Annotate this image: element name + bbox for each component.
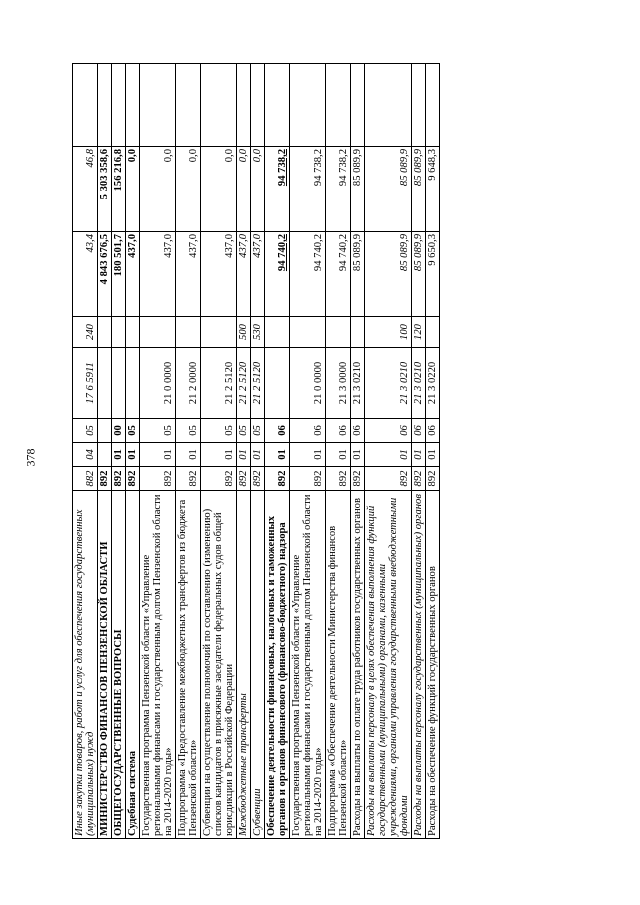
row-subsection: 05	[73, 419, 98, 443]
row-target-article: 21 3 0000	[326, 348, 351, 419]
row-value-3	[426, 64, 440, 147]
row-value-2: 0,0	[176, 147, 201, 232]
row-name: Расходы на обеспечение функций государственных органов	[426, 491, 440, 839]
row-expense-type	[290, 317, 326, 348]
row-section: 01	[265, 443, 290, 467]
table-row	[351, 64, 365, 839]
row-admin-code: 892	[251, 467, 265, 491]
row-name: Государственная программа Пензенской области «Управление региональными финансами и государственным долгом Пензенской области на 2014-2020 годы»	[140, 491, 176, 839]
row-value-2: 0,0	[251, 147, 265, 232]
row-expense-type	[176, 317, 201, 348]
row-subsection: 05	[237, 419, 251, 443]
table-row	[140, 64, 176, 839]
budget-table-body	[73, 64, 440, 839]
row-value-1: 437,0	[176, 232, 201, 317]
row-value-3	[351, 64, 365, 147]
row-admin-code: 892	[176, 467, 201, 491]
row-expense-type: 240	[73, 317, 98, 348]
row-subsection: 05	[140, 419, 176, 443]
row-value-3	[365, 64, 412, 147]
row-name: ОБЩЕГОСУДАРСТВЕННЫЕ ВОПРОСЫ	[112, 491, 126, 839]
row-subsection: 05	[251, 419, 265, 443]
row-admin-code: 892	[365, 467, 412, 491]
row-value-3	[251, 64, 265, 147]
row-expense-type	[98, 317, 112, 348]
row-target-article	[265, 348, 290, 419]
row-admin-code: 892	[290, 467, 326, 491]
row-target-article	[112, 348, 126, 419]
row-value-2: 0,0	[201, 147, 237, 232]
row-name: Подпрограмма «Предоставление межбюджетных трансфертов из бюджета Пензенской области»	[176, 491, 201, 839]
row-subsection: 06	[351, 419, 365, 443]
row-value-2: 0,0	[237, 147, 251, 232]
row-admin-code: 892	[351, 467, 365, 491]
row-name: Субвенции	[251, 491, 265, 839]
row-target-article	[126, 348, 140, 419]
row-section: 01	[176, 443, 201, 467]
row-value-1: 43,4	[73, 232, 98, 317]
row-admin-code: 892	[140, 467, 176, 491]
row-value-3	[237, 64, 251, 147]
row-subsection: 05	[176, 419, 201, 443]
table-row	[426, 64, 440, 839]
row-value-3	[290, 64, 326, 147]
row-value-2: 9 648,3	[426, 147, 440, 232]
row-admin-code: 892	[126, 467, 140, 491]
row-subsection: 00	[112, 419, 126, 443]
row-target-article: 21 2 0000	[176, 348, 201, 419]
row-admin-code: 892	[237, 467, 251, 491]
table-row	[365, 64, 412, 839]
row-value-3	[126, 64, 140, 147]
row-section: 04	[73, 443, 98, 467]
row-subsection: 06	[326, 419, 351, 443]
row-value-2: 156 216,8	[112, 147, 126, 232]
row-value-3	[265, 64, 290, 147]
row-target-article: 21 2 5120	[251, 348, 265, 419]
row-value-1: 85 089,9	[351, 232, 365, 317]
row-value-1: 437,0	[251, 232, 265, 317]
row-value-1: 437,0	[126, 232, 140, 317]
row-name: Субвенции на осуществление полномочий по составлению (изменению) списков кандидатов в присяжные заседатели федеральных судов общей юрисдикции в Российской Федерации	[201, 491, 237, 839]
row-value-3	[112, 64, 126, 147]
page-number: 378	[23, 448, 38, 467]
row-name: Межбюджетные трансферты	[237, 491, 251, 839]
row-name: Обеспечение деятельности финансовых, налоговых и таможенных органов и органов финансового (финансово-бюджетного) надзора	[265, 491, 290, 839]
row-target-article: 21 2 5120	[201, 348, 237, 419]
row-admin-code: 892	[265, 467, 290, 491]
row-value-2: 85 089,9	[365, 147, 412, 232]
row-value-1: 437,0	[237, 232, 251, 317]
row-value-1: 437,0	[201, 232, 237, 317]
row-value-2: 0,0	[140, 147, 176, 232]
row-expense-type	[112, 317, 126, 348]
row-section: 01	[126, 443, 140, 467]
row-section	[98, 443, 112, 467]
row-target-article: 17 6 5911	[73, 348, 98, 419]
row-subsection: 06	[365, 419, 412, 443]
row-section: 01	[290, 443, 326, 467]
row-name: Расходы на выплаты по оплате труда работников государственных органов	[351, 491, 365, 839]
table-row	[251, 64, 265, 839]
row-target-article: 21 2 5120	[237, 348, 251, 419]
row-value-1: 437,0	[140, 232, 176, 317]
table-row	[290, 64, 326, 839]
row-expense-type	[140, 317, 176, 348]
row-section: 01	[201, 443, 237, 467]
row-subsection: 06	[426, 419, 440, 443]
table-row	[126, 64, 140, 839]
row-expense-type	[201, 317, 237, 348]
row-name: Расходы на выплаты персоналу государственных (муниципальных) органов	[412, 491, 426, 839]
row-value-3	[98, 64, 112, 147]
row-target-article: 21 0 0000	[290, 348, 326, 419]
table-row	[112, 64, 126, 839]
table-row	[201, 64, 237, 839]
row-expense-type	[426, 317, 440, 348]
row-expense-type: 120	[412, 317, 426, 348]
row-expense-type: 530	[251, 317, 265, 348]
table-row	[73, 64, 98, 839]
row-target-article: 21 3 0210	[412, 348, 426, 419]
row-subsection: 06	[290, 419, 326, 443]
row-target-article: 21 0 0000	[140, 348, 176, 419]
row-value-2: 0,0	[126, 147, 140, 232]
row-value-2: 85 089,9	[412, 147, 426, 232]
row-admin-code: 882	[73, 467, 98, 491]
row-section: 01	[426, 443, 440, 467]
budget-table	[72, 63, 440, 839]
row-target-article	[98, 348, 112, 419]
row-name: Иные закупки товаров, работ и услуг для обеспечения государственных (муниципальных) нужд	[73, 491, 98, 839]
row-value-2: 94 738,2	[290, 147, 326, 232]
table-row	[265, 64, 290, 839]
row-expense-type	[326, 317, 351, 348]
row-value-1: 180 501,7	[112, 232, 126, 317]
row-expense-type: 100	[365, 317, 412, 348]
row-value-3	[176, 64, 201, 147]
row-admin-code: 892	[201, 467, 237, 491]
row-section: 01	[251, 443, 265, 467]
row-name: Государственная программа Пензенской области «Управление региональными финансами и государственным долгом Пензенской области на 2014-2020 годы»	[290, 491, 326, 839]
table-row	[176, 64, 201, 839]
row-section: 01	[237, 443, 251, 467]
row-section: 01	[326, 443, 351, 467]
row-value-2: 85 089,9	[351, 147, 365, 232]
row-name: Судебная система	[126, 491, 140, 839]
row-section: 01	[351, 443, 365, 467]
row-target-article: 21 3 0210	[351, 348, 365, 419]
row-expense-type	[126, 317, 140, 348]
row-subsection: 05	[126, 419, 140, 443]
row-value-1: 4 843 676,5	[98, 232, 112, 317]
row-value-2: 46,8	[73, 147, 98, 232]
row-admin-code: 892	[98, 467, 112, 491]
row-value-3	[140, 64, 176, 147]
row-value-3	[326, 64, 351, 147]
row-target-article: 21 3 0210	[365, 348, 412, 419]
row-section: 01	[412, 443, 426, 467]
row-value-2: 5 303 358,6	[98, 147, 112, 232]
row-subsection: 06	[412, 419, 426, 443]
row-value-3	[201, 64, 237, 147]
row-section: 01	[140, 443, 176, 467]
row-admin-code: 892	[426, 467, 440, 491]
row-section: 01	[365, 443, 412, 467]
row-admin-code: 892	[412, 467, 426, 491]
row-value-1: 94 740,2	[326, 232, 351, 317]
table-row	[98, 64, 112, 839]
table-row	[412, 64, 426, 839]
row-value-1: 85 089,9	[412, 232, 426, 317]
row-section: 01	[112, 443, 126, 467]
row-admin-code: 892	[112, 467, 126, 491]
row-name: Расходы на выплаты персоналу в целях обеспечения выполнения функций государственными (муниципальными) органами, казенными учреждениями, органами управления государственными внебюджетными фондами	[365, 491, 412, 839]
row-subsection: 06	[265, 419, 290, 443]
row-name: Подпрограмма «Обеспечение деятельности Министерства финансов Пензенской области»	[326, 491, 351, 839]
row-value-2: 94 738,2	[265, 147, 290, 232]
row-value-3	[73, 64, 98, 147]
table-row	[326, 64, 351, 839]
row-admin-code: 892	[326, 467, 351, 491]
row-expense-type	[351, 317, 365, 348]
row-subsection	[98, 419, 112, 443]
row-target-article: 21 3 0220	[426, 348, 440, 419]
row-value-3	[412, 64, 426, 147]
row-value-1: 94 740,2	[290, 232, 326, 317]
row-subsection: 05	[201, 419, 237, 443]
row-value-1: 9 650,3	[426, 232, 440, 317]
row-name: МИНИСТЕРСТВО ФИНАНСОВ ПЕНЗЕНСКОЙ ОБЛАСТИ	[98, 491, 112, 839]
row-value-1: 94 740,2	[265, 232, 290, 317]
rotated-page-content	[72, 64, 600, 839]
row-expense-type: 500	[237, 317, 251, 348]
row-value-1: 85 089,9	[365, 232, 412, 317]
row-value-2: 94 738,2	[326, 147, 351, 232]
row-expense-type	[265, 317, 290, 348]
table-row	[237, 64, 251, 839]
